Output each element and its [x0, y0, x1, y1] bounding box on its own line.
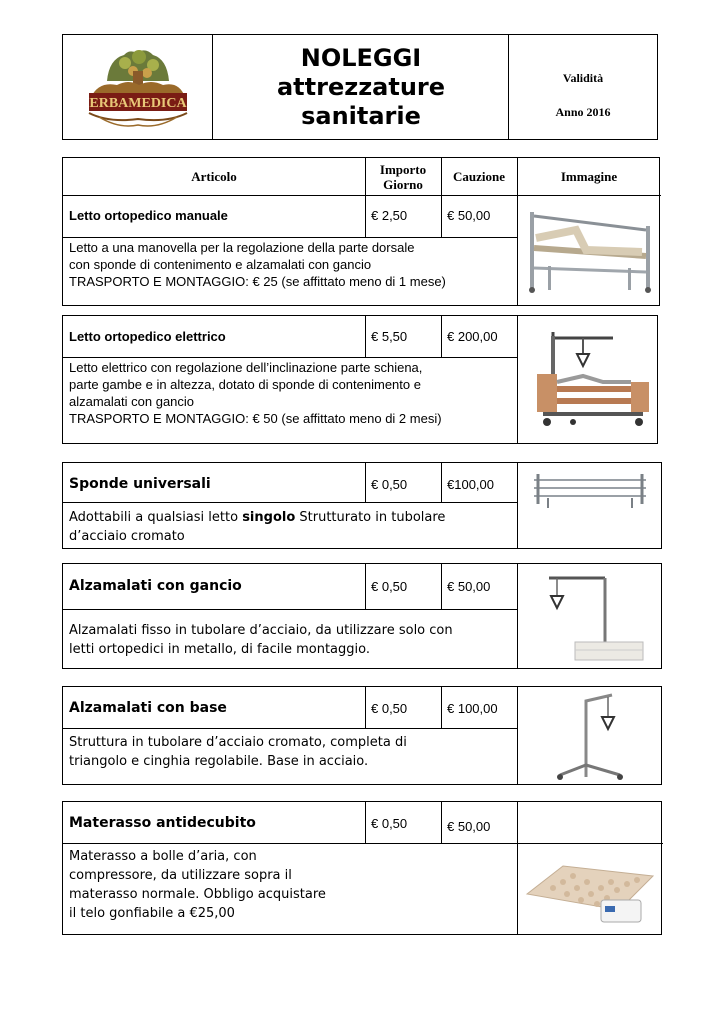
table-1 [62, 157, 660, 306]
patient-lift-stand-icon [521, 689, 659, 783]
table-3 [62, 462, 662, 549]
item-deposit: € 50,00 [447, 208, 491, 223]
air-mattress-icon [521, 846, 659, 934]
item-description-line: il telo gonfiabile a €25,00 [69, 906, 235, 921]
item-description-text: Strutturato in tubolare [295, 510, 446, 525]
item-description-line: Materasso a bolle d’aria, con [69, 849, 257, 864]
item-description-line: triangolo e cinghia regolabile. Base in acciaio. [69, 754, 369, 769]
page-title [213, 35, 509, 139]
col-header-importo-line1: Importo [379, 161, 427, 177]
item-name: Letto ortopedico elettrico [69, 329, 226, 344]
item-description-line: Struttura in tubolare d’acciaio cromato, completa di [69, 735, 407, 750]
header-box [62, 34, 658, 140]
table-2 [62, 315, 658, 444]
title-line-3: sanitarie [301, 101, 421, 130]
item-description-line: Alzamalati fisso in tubolare d’acciaio, da utilizzare solo con [69, 623, 453, 638]
table-4 [62, 563, 662, 669]
item-description [69, 359, 442, 427]
item-description-line: alzamalati con gancio [69, 394, 195, 409]
validity-label: Validità [562, 71, 604, 85]
validity-block [509, 35, 657, 139]
patient-lift-hook-icon [521, 568, 659, 666]
item-description [69, 847, 326, 923]
bed-rails-icon [521, 467, 659, 513]
item-description-bold: singolo [242, 510, 296, 525]
col-header-cauzione: Cauzione [453, 169, 505, 184]
table-5 [62, 686, 662, 785]
title-line-1: NOLEGGI [300, 43, 422, 72]
item-name: Sponde universali [69, 476, 211, 492]
item-deposit: € 200,00 [447, 329, 498, 344]
company-logo [69, 41, 207, 133]
item-description [69, 621, 453, 659]
item-description-line: d’acciaio cromato [69, 529, 185, 544]
logo-text: ERBAMEDICA [89, 96, 187, 111]
table-6 [62, 801, 662, 935]
item-name: Letto ortopedico manuale [69, 208, 228, 223]
item-description-line: TRASPORTO E MONTAGGIO: € 50 (se affittato meno di 2 mesi) [69, 411, 442, 426]
item-description-line: parte gambe e in altezza, dotato di sponde di contenimento e [69, 377, 421, 392]
item-description-line: Letto a una manovella per la regolazione della parte dorsale [69, 240, 415, 255]
item-price: € 2,50 [371, 208, 408, 223]
col-header-articolo: Articolo [191, 169, 237, 184]
validity-year: Anno 2016 [555, 105, 611, 119]
item-deposit: € 100,00 [447, 701, 498, 716]
item-description-line: materasso normale. Obbligo acquistare [69, 887, 326, 902]
item-description-line: con sponde di contenimento e alzamalati con gancio [69, 257, 372, 272]
item-deposit: € 50,00 [447, 579, 491, 594]
item-description [69, 733, 407, 771]
item-description [69, 508, 445, 546]
col-header-importo-line2: Giorno [383, 176, 423, 192]
item-description [69, 239, 446, 290]
item-name: Alzamalati con base [69, 700, 227, 716]
col-header-importo [365, 158, 441, 195]
item-description-line: TRASPORTO E MONTAGGIO: € 25 (se affittato meno di 1 mese) [69, 274, 446, 289]
item-deposit: € 50,00 [447, 819, 491, 834]
item-price: € 5,50 [371, 329, 408, 344]
manual-bed-icon [521, 196, 659, 306]
item-description-text: Adottabili a qualsiasi letto [69, 510, 243, 525]
col-header-immagine: Immagine [560, 169, 618, 184]
item-description-line: compressore, da utilizzare sopra il [69, 868, 292, 883]
title-line-2: attrezzature [276, 72, 446, 101]
item-deposit: €100,00 [447, 477, 494, 492]
item-price: € 0,50 [371, 477, 408, 492]
item-price: € 0,50 [371, 579, 408, 594]
item-name: Alzamalati con gancio [69, 578, 242, 594]
item-description-line: letti ortopedici in metallo, di facile montaggio. [69, 642, 370, 657]
item-price: € 0,50 [371, 816, 408, 831]
electric-bed-icon [521, 322, 655, 438]
item-price: € 0,50 [371, 701, 408, 716]
item-description-line: Letto elettrico con regolazione dell’inclinazione parte schiena, [69, 360, 423, 375]
item-name: Materasso antidecubito [69, 815, 256, 831]
